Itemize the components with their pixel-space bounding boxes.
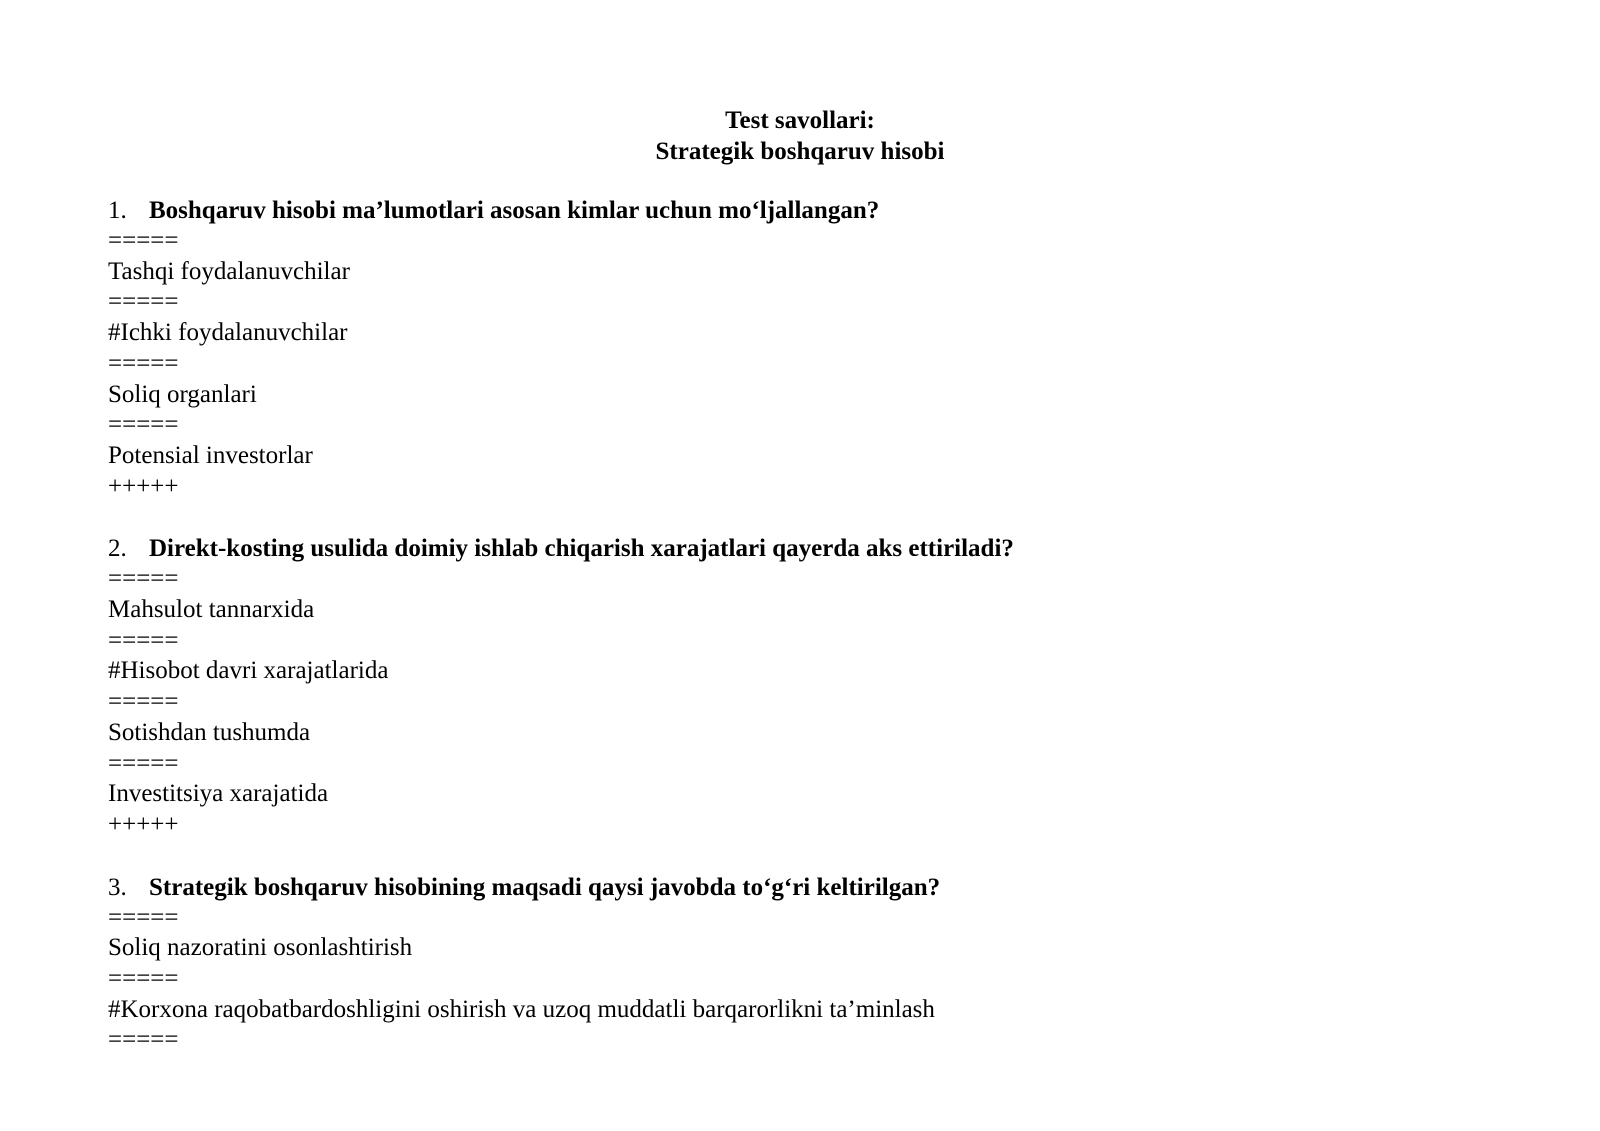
separator: ===== bbox=[108, 965, 179, 993]
separator: ===== bbox=[108, 1026, 179, 1054]
answer-option: Tashqi foydalanuvchilar bbox=[108, 257, 350, 285]
separator: ===== bbox=[108, 227, 179, 254]
page-title: Test savollari: bbox=[725, 107, 875, 134]
answer-option-correct: #Ichki foydalanuvchilar bbox=[108, 319, 348, 347]
separator: ===== bbox=[108, 288, 179, 316]
answer-option: Mahsulot tannarxida bbox=[108, 596, 315, 624]
question-1 bbox=[108, 195, 1508, 502]
question-2 bbox=[108, 533, 1508, 840]
separator: ===== bbox=[108, 626, 179, 654]
question-heading bbox=[108, 195, 1508, 226]
separator: ===== bbox=[108, 749, 179, 777]
answer-option-correct: #Hisobot davri xarajatlarida bbox=[108, 657, 389, 685]
question-text: Boshqaruv hisobi ma’lumotlari asosan kimlar uchun mo‘ljallangan? bbox=[149, 197, 880, 224]
question-heading bbox=[108, 533, 1508, 564]
answer-option: Potensial investorlar bbox=[108, 441, 313, 469]
question-text: Strategik boshqaruv hisobining maqsadi qaysi javobda to‘g‘ri keltirilgan? bbox=[149, 873, 941, 901]
answer-option-correct: #Korxona raqobatbardoshligini oshirish va uzoq muddatli barqarorlikni ta’minlash bbox=[108, 995, 935, 1023]
question-list bbox=[108, 195, 1508, 1087]
end-marker: +++++ bbox=[108, 810, 179, 838]
answer-option: Soliq organlari bbox=[108, 380, 257, 408]
question-3 bbox=[108, 872, 1508, 1057]
separator: ===== bbox=[108, 565, 179, 593]
question-text: Direkt-kosting usulida doimiy ishlab chiqarish xarajatlari qayerda aks ettiriladi? bbox=[149, 535, 1014, 563]
question-number: 1. bbox=[108, 197, 127, 224]
answer-option: Investitsiya xarajatida bbox=[108, 780, 329, 808]
page-subtitle: Strategik boshqaruv hisobi bbox=[655, 138, 945, 165]
answer-option: Sotishdan tushumda bbox=[108, 718, 311, 746]
end-marker: +++++ bbox=[108, 472, 179, 500]
question-number: 3. bbox=[108, 873, 127, 901]
title-block bbox=[0, 105, 1600, 167]
question-heading bbox=[108, 872, 1508, 903]
separator: ===== bbox=[108, 349, 179, 377]
separator: ===== bbox=[108, 411, 179, 439]
separator: ===== bbox=[108, 688, 179, 716]
answer-option: Soliq nazoratini osonlashtirish bbox=[108, 934, 413, 962]
question-number: 2. bbox=[108, 535, 127, 563]
separator: ===== bbox=[108, 903, 179, 931]
